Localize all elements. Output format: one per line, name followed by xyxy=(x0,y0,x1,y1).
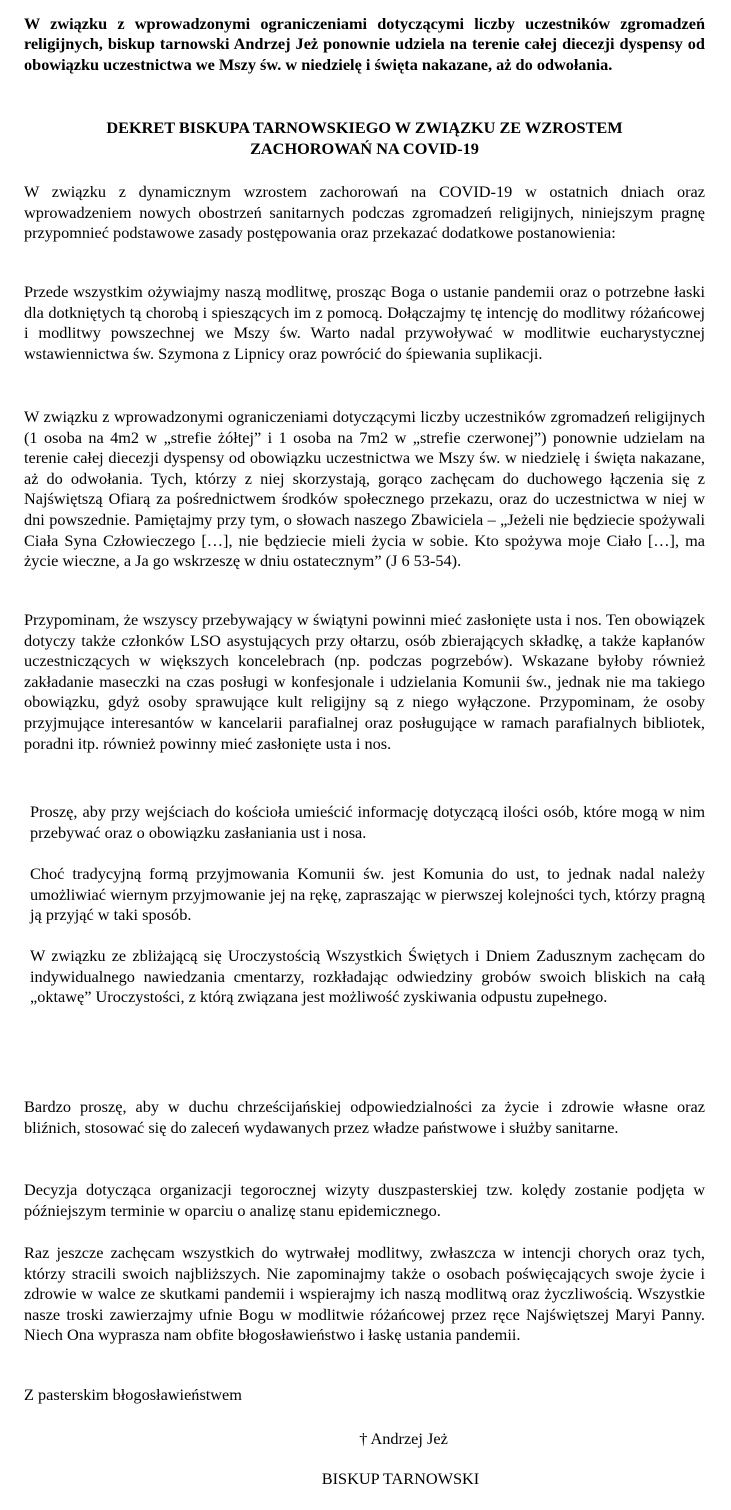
paragraph-prayer: Przede wszystkim ożywiajmy naszą modlitwę, prosząc Boga o ustanie pandemii oraz o potrzebne łaski dla dotkniętych tą chorobą i spieszących im z pomocą. Dołączajmy tę intencję do modlitwy różańcowej i modlitwy powszechnej we Mszy św. Warto nadal przywoływać w modlitwie eucharystycznej wstawiennictwa św. Szymona z Lipnicy oraz powrócić do śpiewania suplikacji. xyxy=(24,282,705,363)
signature-title-text: BISKUP TARNOWSKI xyxy=(321,1469,480,1488)
signature-name-text: † Andrzej Jeż xyxy=(359,1429,448,1448)
paragraph-entrance-info: Proszę, aby przy wejściach do kościoła umieścić informację dotyczącą ilości osób, które mogą w nim przebywać oraz o obowiązku zasłaniania ust i nosa. xyxy=(30,802,705,842)
signature-title xyxy=(0,1469,731,1489)
decree-title-line-2: ZACHOROWAŃ NA COVID-19 xyxy=(250,138,479,158)
paragraph-cemeteries: W związku ze zbliżającą się Uroczystością Wszystkich Świętych i Dniem Zadusznym zachęcam do indywidualnego nawiedzania cmentarzy, rozkładając odwiedziny grobów swoich bliskich na całą „oktawę” Uroczystości, z którą związana jest możliwość zyskiwania odpustu zupełnego. xyxy=(30,946,705,1007)
paragraph-pastoral-visit: Decyzja dotycząca organizacji tegorocznej wizyty duszpasterskiej tzw. kolędy zostanie podjęta w późniejszym terminie w oparciu o analizę stanu epidemicznego. xyxy=(24,1180,705,1220)
paragraph-responsibility: Bardzo proszę, aby w duchu chrześcijańskiej odpowiedzialności za życie i zdrowie własne oraz bliźnich, stosować się do zaleceń wydawanych przez władze państwowe i służby sanitarne. xyxy=(24,1097,705,1137)
paragraph-dispensation: W związku z wprowadzonymi ograniczeniami dotyczącymi liczby uczestników zgromadzeń religijnych (1 osoba na 4m2 w „strefie żółtej” i 1 osoba na 7m2 w „strefie czerwonej”) ponownie udzielam na terenie całej diecezji dyspensy od obowiązku uczestnictwa we Mszy św. w niedzielę i święta nakazane, aż do odwołania. Tych, którzy z niej skorzystają, gorąco zachęcam do duchowego łączenia się z Najświętszą Ofiarą za pośrednictwem środków społecznego przekazu, oraz do uczestnictwa w niej w dni powszednie. Pamiętajmy przy tym, o słowach naszego Zbawiciela – „Jeżeli nie będziecie spożywali Ciała Syna Człowieczego […], nie będziecie mieli życia w sobie. Kto spożywa moje Ciało […], ma życie wieczne, a Ja go wskrzeszę w dniu ostatecznym” (J 6 53-54). xyxy=(24,407,705,571)
signature-name xyxy=(0,1429,731,1449)
paragraph-masks: Przypominam, że wszyscy przebywający w świątyni powinni mieć zasłonięte usta i nos. Ten obowiązek dotyczy także członków LSO asystujących przy ołtarzu, osób zbierających składkę, a także kapłanów uczestniczących w większych koncelebrach (np. podczas pogrzebów). Wskazane byłoby również zakładanie maseczki na czas posługi w konfesjonale i udzielania Komunii św., jednak nie ma takiego obowiązku, gdyż osoby sprawujące kult religijny są z niego wyłączone. Przypominam, że osoby przyjmujące interesantów w kancelarii parafialnej oraz posługujące w ramach parafialnych bibliotek, poradni itp. również powinny mieć zasłonięte usta i nos. xyxy=(24,610,705,753)
paragraph-communion: Choć tradycyjną formą przyjmowania Komunii św. jest Komunia do ust, to jednak nadal należy umożliwiać wiernym przyjmowanie jej na rękę, zapraszając w pierwszej kolejności tych, którzy pragną ją przyjąć w taki sposób. xyxy=(30,864,705,925)
decree-title xyxy=(24,118,705,159)
paragraph-final-prayer: Raz jeszcze zachęcam wszystkich do wytrwałej modlitwy, zwłaszcza w intencji chorych oraz tych, którzy stracili swoich najbliższych. Nie zapominajmy także o osobach poświęcających swoje życie i zdrowie w walce ze skutkami pandemii i wspierajmy ich naszą modlitwą oraz życzliwością. Wszystkie nasze troski zawierzajmy ufnie Bogu w modlitwie różańcowej przez ręce Najświętszej Maryi Panny. Niech Ona wyprasza nam obfite błogosławieństwo i łaskę ustania pandemii. xyxy=(24,1243,705,1345)
paragraph-introduction: W związku z dynamicznym wzrostem zachorowań na COVID-19 w ostatnich dniach oraz wprowadzeniem nowych obostrzeń sanitarnych podczas zgromadzeń religijnych, niniejszym pragnę przypomnieć podstawowe zasady postępowania oraz przekazać dodatkowe postanowienia: xyxy=(24,182,705,243)
intro-summary: W związku z wprowadzonymi ograniczeniami dotyczącymi liczby uczestników zgromadzeń religijnych, biskup tarnowski Andrzej Jeż ponownie udziela na terenie całej diecezji dyspensy od obowiązku uczestnictwa we Mszy św. w niedzielę i święta nakazane, aż do odwołania. xyxy=(24,14,705,74)
closing-blessing: Z pasterskim błogosławieństwem xyxy=(24,1385,242,1404)
decree-title-line-1: DEKRET BISKUPA TARNOWSKIEGO W ZWIĄZKU ZE WZROSTEM xyxy=(106,118,623,137)
